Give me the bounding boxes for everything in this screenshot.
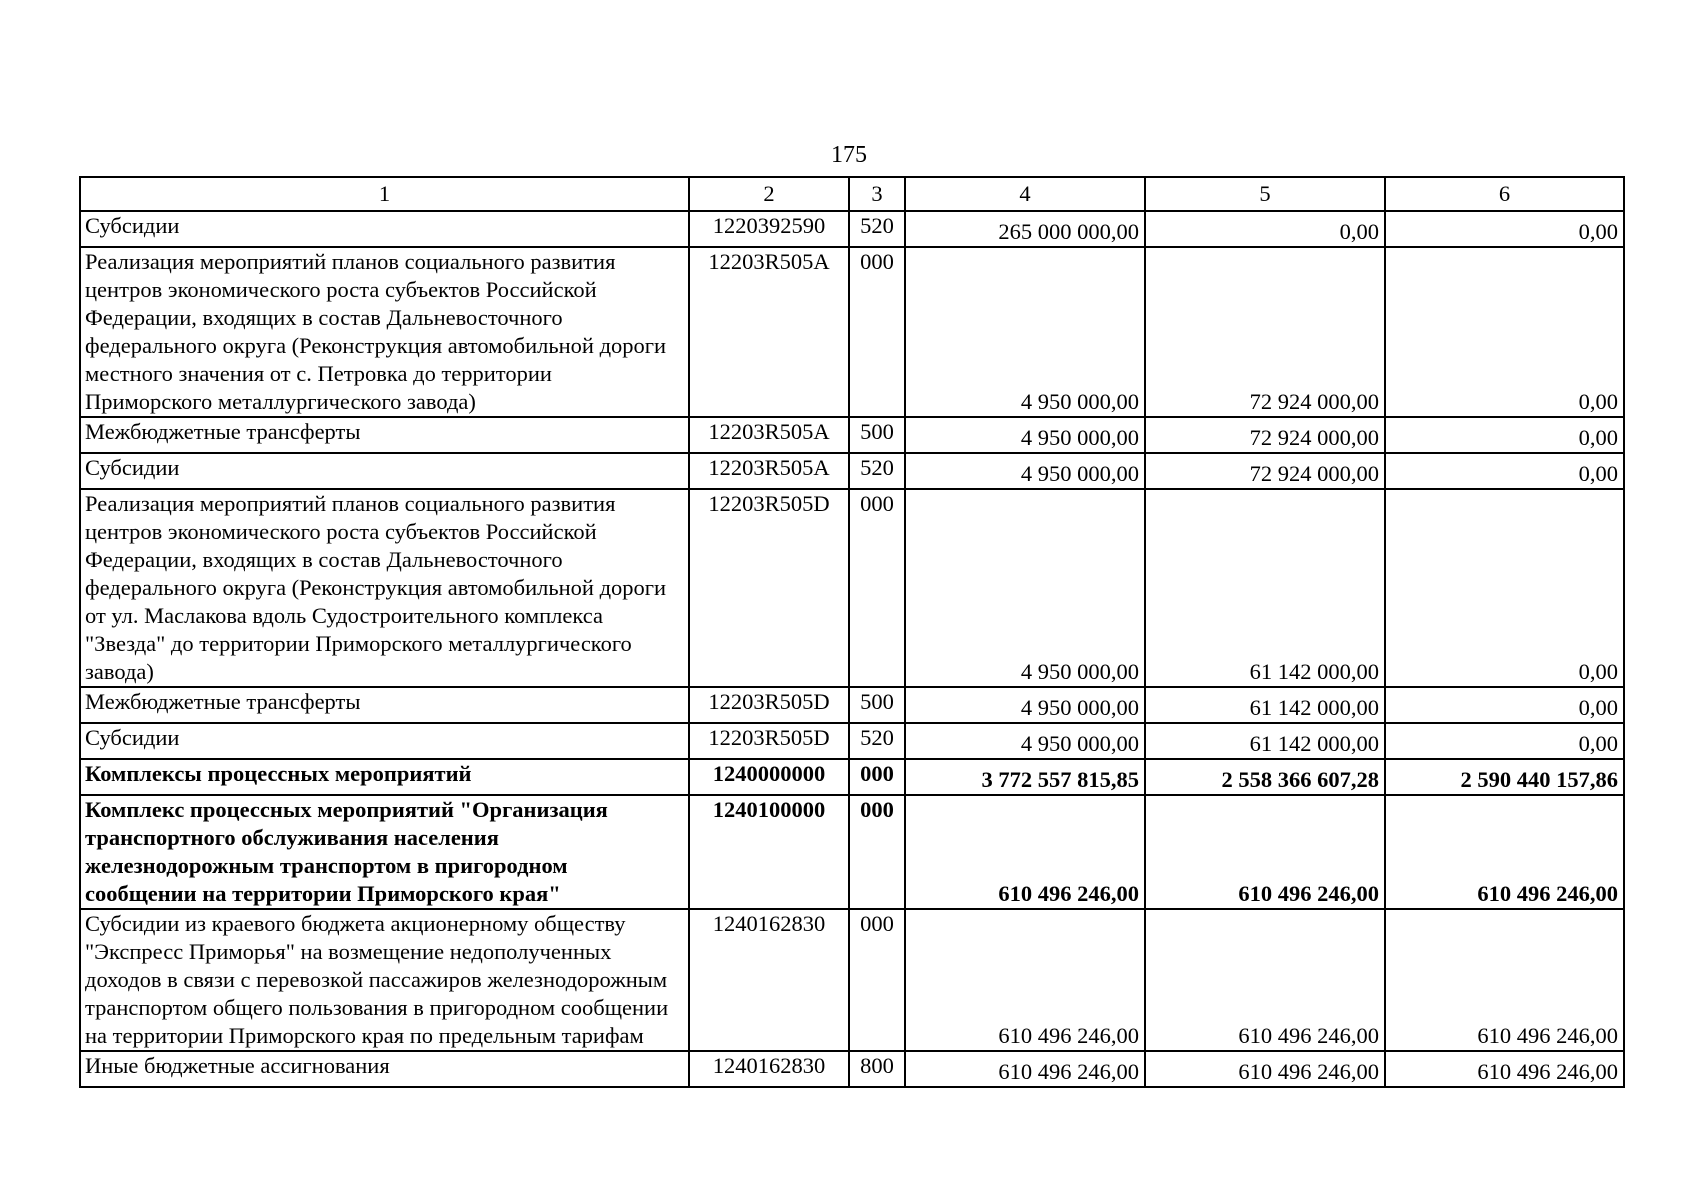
row-value-4: 265 000 000,00 [905, 211, 1145, 247]
table-row [80, 489, 1624, 687]
row-value-4: 4 950 000,00 [905, 453, 1145, 489]
row-code: 12203R505D [689, 489, 849, 687]
column-header: 1 [80, 177, 689, 211]
row-type: 800 [849, 1051, 905, 1087]
row-type: 000 [849, 489, 905, 687]
row-value-5: 61 142 000,00 [1145, 723, 1385, 759]
table-row [80, 795, 1624, 909]
table-row [80, 723, 1624, 759]
row-value-5: 72 924 000,00 [1145, 247, 1385, 417]
row-value-4: 4 950 000,00 [905, 489, 1145, 687]
row-name: Субсидии [80, 723, 689, 759]
table-row [80, 1051, 1624, 1087]
row-name: Субсидии [80, 453, 689, 489]
row-value-5: 61 142 000,00 [1145, 687, 1385, 723]
row-type: 520 [849, 211, 905, 247]
row-value-6: 0,00 [1385, 489, 1624, 687]
row-code: 1220392590 [689, 211, 849, 247]
row-value-6: 2 590 440 157,86 [1385, 759, 1624, 795]
row-value-6: 0,00 [1385, 687, 1624, 723]
row-type: 520 [849, 453, 905, 489]
row-name: Субсидии [80, 211, 689, 247]
table-row [80, 909, 1624, 1051]
row-code: 1240162830 [689, 909, 849, 1051]
row-name: Комплексы процессных мероприятий [80, 759, 689, 795]
table-row [80, 453, 1624, 489]
row-value-6: 610 496 246,00 [1385, 909, 1624, 1051]
row-value-5: 72 924 000,00 [1145, 417, 1385, 453]
row-value-6: 0,00 [1385, 453, 1624, 489]
table-row [80, 247, 1624, 417]
row-code: 12203R505A [689, 453, 849, 489]
row-value-5: 72 924 000,00 [1145, 453, 1385, 489]
column-header: 4 [905, 177, 1145, 211]
row-type: 000 [849, 247, 905, 417]
row-type: 500 [849, 417, 905, 453]
row-type: 000 [849, 909, 905, 1051]
row-code: 1240100000 [689, 795, 849, 909]
row-type: 000 [849, 795, 905, 909]
row-type: 500 [849, 687, 905, 723]
row-value-4: 3 772 557 815,85 [905, 759, 1145, 795]
row-code: 1240162830 [689, 1051, 849, 1087]
budget-table [79, 176, 1625, 1088]
row-name: Комплекс процессных мероприятий "Организация транспортного обслуживания населения железнодорожным транспортом в пригородном сообщении на территории Приморского края" [80, 795, 689, 909]
row-value-5: 2 558 366 607,28 [1145, 759, 1385, 795]
row-type: 520 [849, 723, 905, 759]
row-value-6: 610 496 246,00 [1385, 795, 1624, 909]
row-code: 1240000000 [689, 759, 849, 795]
row-value-4: 610 496 246,00 [905, 795, 1145, 909]
column-header: 5 [1145, 177, 1385, 211]
row-name: Межбюджетные трансферты [80, 687, 689, 723]
row-code: 12203R505D [689, 687, 849, 723]
row-code: 12203R505D [689, 723, 849, 759]
row-name: Субсидии из краевого бюджета акционерному обществу "Экспресс Приморья" на возмещение недополученных доходов в связи с перевозкой пассажиров железнодорожным транспортом общего пользования в пригородном сообщении на территории Приморского края по предельным тарифам [80, 909, 689, 1051]
row-value-5: 61 142 000,00 [1145, 489, 1385, 687]
row-value-4: 610 496 246,00 [905, 1051, 1145, 1087]
row-value-6: 0,00 [1385, 247, 1624, 417]
row-value-4: 4 950 000,00 [905, 417, 1145, 453]
table-row [80, 687, 1624, 723]
row-type: 000 [849, 759, 905, 795]
row-value-4: 4 950 000,00 [905, 687, 1145, 723]
row-name: Реализация мероприятий планов социального развития центров экономического роста субъектов Российской Федерации, входящих в состав Дальневосточного федерального округа (Реконструкция автомобильной дороги от ул. Маслакова вдоль Судостроительного комплекса "Звезда" до территории Приморского металлургического завода) [80, 489, 689, 687]
column-header: 3 [849, 177, 905, 211]
row-value-6: 610 496 246,00 [1385, 1051, 1624, 1087]
row-value-4: 4 950 000,00 [905, 723, 1145, 759]
table-row [80, 211, 1624, 247]
row-value-6: 0,00 [1385, 723, 1624, 759]
column-header: 2 [689, 177, 849, 211]
row-value-6: 0,00 [1385, 211, 1624, 247]
row-value-5: 610 496 246,00 [1145, 795, 1385, 909]
row-code: 12203R505A [689, 247, 849, 417]
table-row [80, 759, 1624, 795]
row-value-6: 0,00 [1385, 417, 1624, 453]
row-name: Иные бюджетные ассигнования [80, 1051, 689, 1087]
row-value-5: 610 496 246,00 [1145, 909, 1385, 1051]
row-value-5: 610 496 246,00 [1145, 1051, 1385, 1087]
row-value-5: 0,00 [1145, 211, 1385, 247]
page-number: 175 [831, 142, 867, 168]
row-code: 12203R505A [689, 417, 849, 453]
column-header: 6 [1385, 177, 1624, 211]
row-name: Реализация мероприятий планов социального развития центров экономического роста субъектов Российской Федерации, входящих в состав Дальневосточного федерального округа (Реконструкция автомобильной дороги местного значения от с. Петровка до территории Приморского металлургического завода) [80, 247, 689, 417]
table-header-row [80, 177, 1624, 211]
row-value-4: 4 950 000,00 [905, 247, 1145, 417]
table-row [80, 417, 1624, 453]
row-name: Межбюджетные трансферты [80, 417, 689, 453]
row-value-4: 610 496 246,00 [905, 909, 1145, 1051]
